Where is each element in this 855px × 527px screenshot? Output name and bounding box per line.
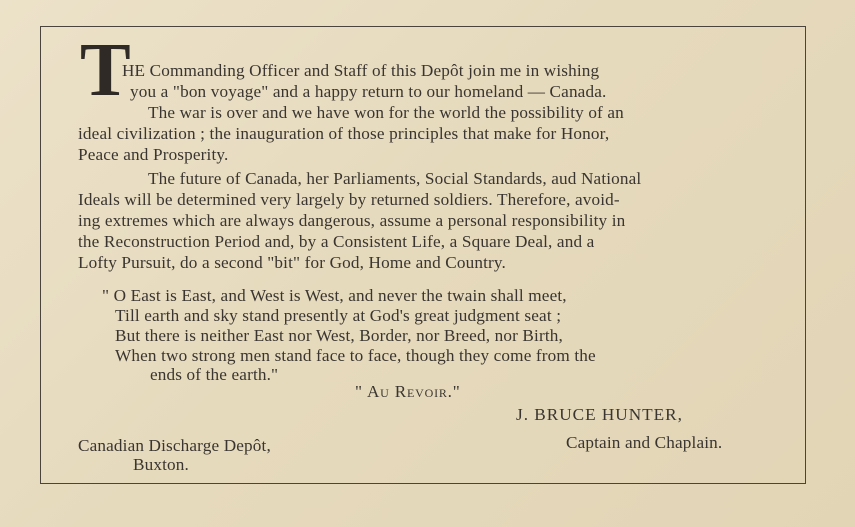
paragraph1-line: Peace and Prosperity. <box>78 145 229 164</box>
paragraph1-line: ideal civilization ; the inauguration of those principles that make for Honor, <box>78 124 610 143</box>
paragraph2-line: The future of Canada, her Parliaments, Social Standards, aud National <box>148 169 642 188</box>
poem-line: ends of the earth." <box>150 365 279 384</box>
signature-name: J. BRUCE HUNTER, <box>516 405 683 424</box>
paragraph2-line: Ideals will be determined very largely by returned soldiers. Therefore, avoid- <box>78 190 620 209</box>
paragraph1-line: The war is over and we have won for the world the possibility of an <box>148 103 624 122</box>
poem-line: Till earth and sky stand presently at God's great judgment seat ; <box>115 306 562 325</box>
location-line: Canadian Discharge Depôt, <box>78 436 271 455</box>
farewell: " Au Revoir." <box>355 382 461 401</box>
drop-cap: T <box>80 28 131 112</box>
paragraph2-line: the Reconstruction Period and, by a Consistent Life, a Square Deal, and a <box>78 232 595 251</box>
poem-line: " O East is East, and West is West, and never the twain shall meet, <box>102 286 567 305</box>
location-line: Buxton. <box>133 455 189 474</box>
paragraph1-line: you a "bon voyage" and a happy return to our homeland — Canada. <box>130 82 607 101</box>
paragraph1-line: HE Commanding Officer and Staff of this Depôt join me in wishing <box>122 61 600 80</box>
poem-line: When two strong men stand face to face, though they come from the <box>115 346 596 365</box>
signature-title: Captain and Chaplain. <box>566 433 723 452</box>
poem-line: But there is neither East nor West, Border, nor Breed, nor Birth, <box>115 326 563 345</box>
paragraph2-line: Lofty Pursuit, do a second "bit" for God, Home and Country. <box>78 253 507 272</box>
paragraph2-line: ing extremes which are always dangerous, assume a personal responsibility in <box>78 211 626 230</box>
